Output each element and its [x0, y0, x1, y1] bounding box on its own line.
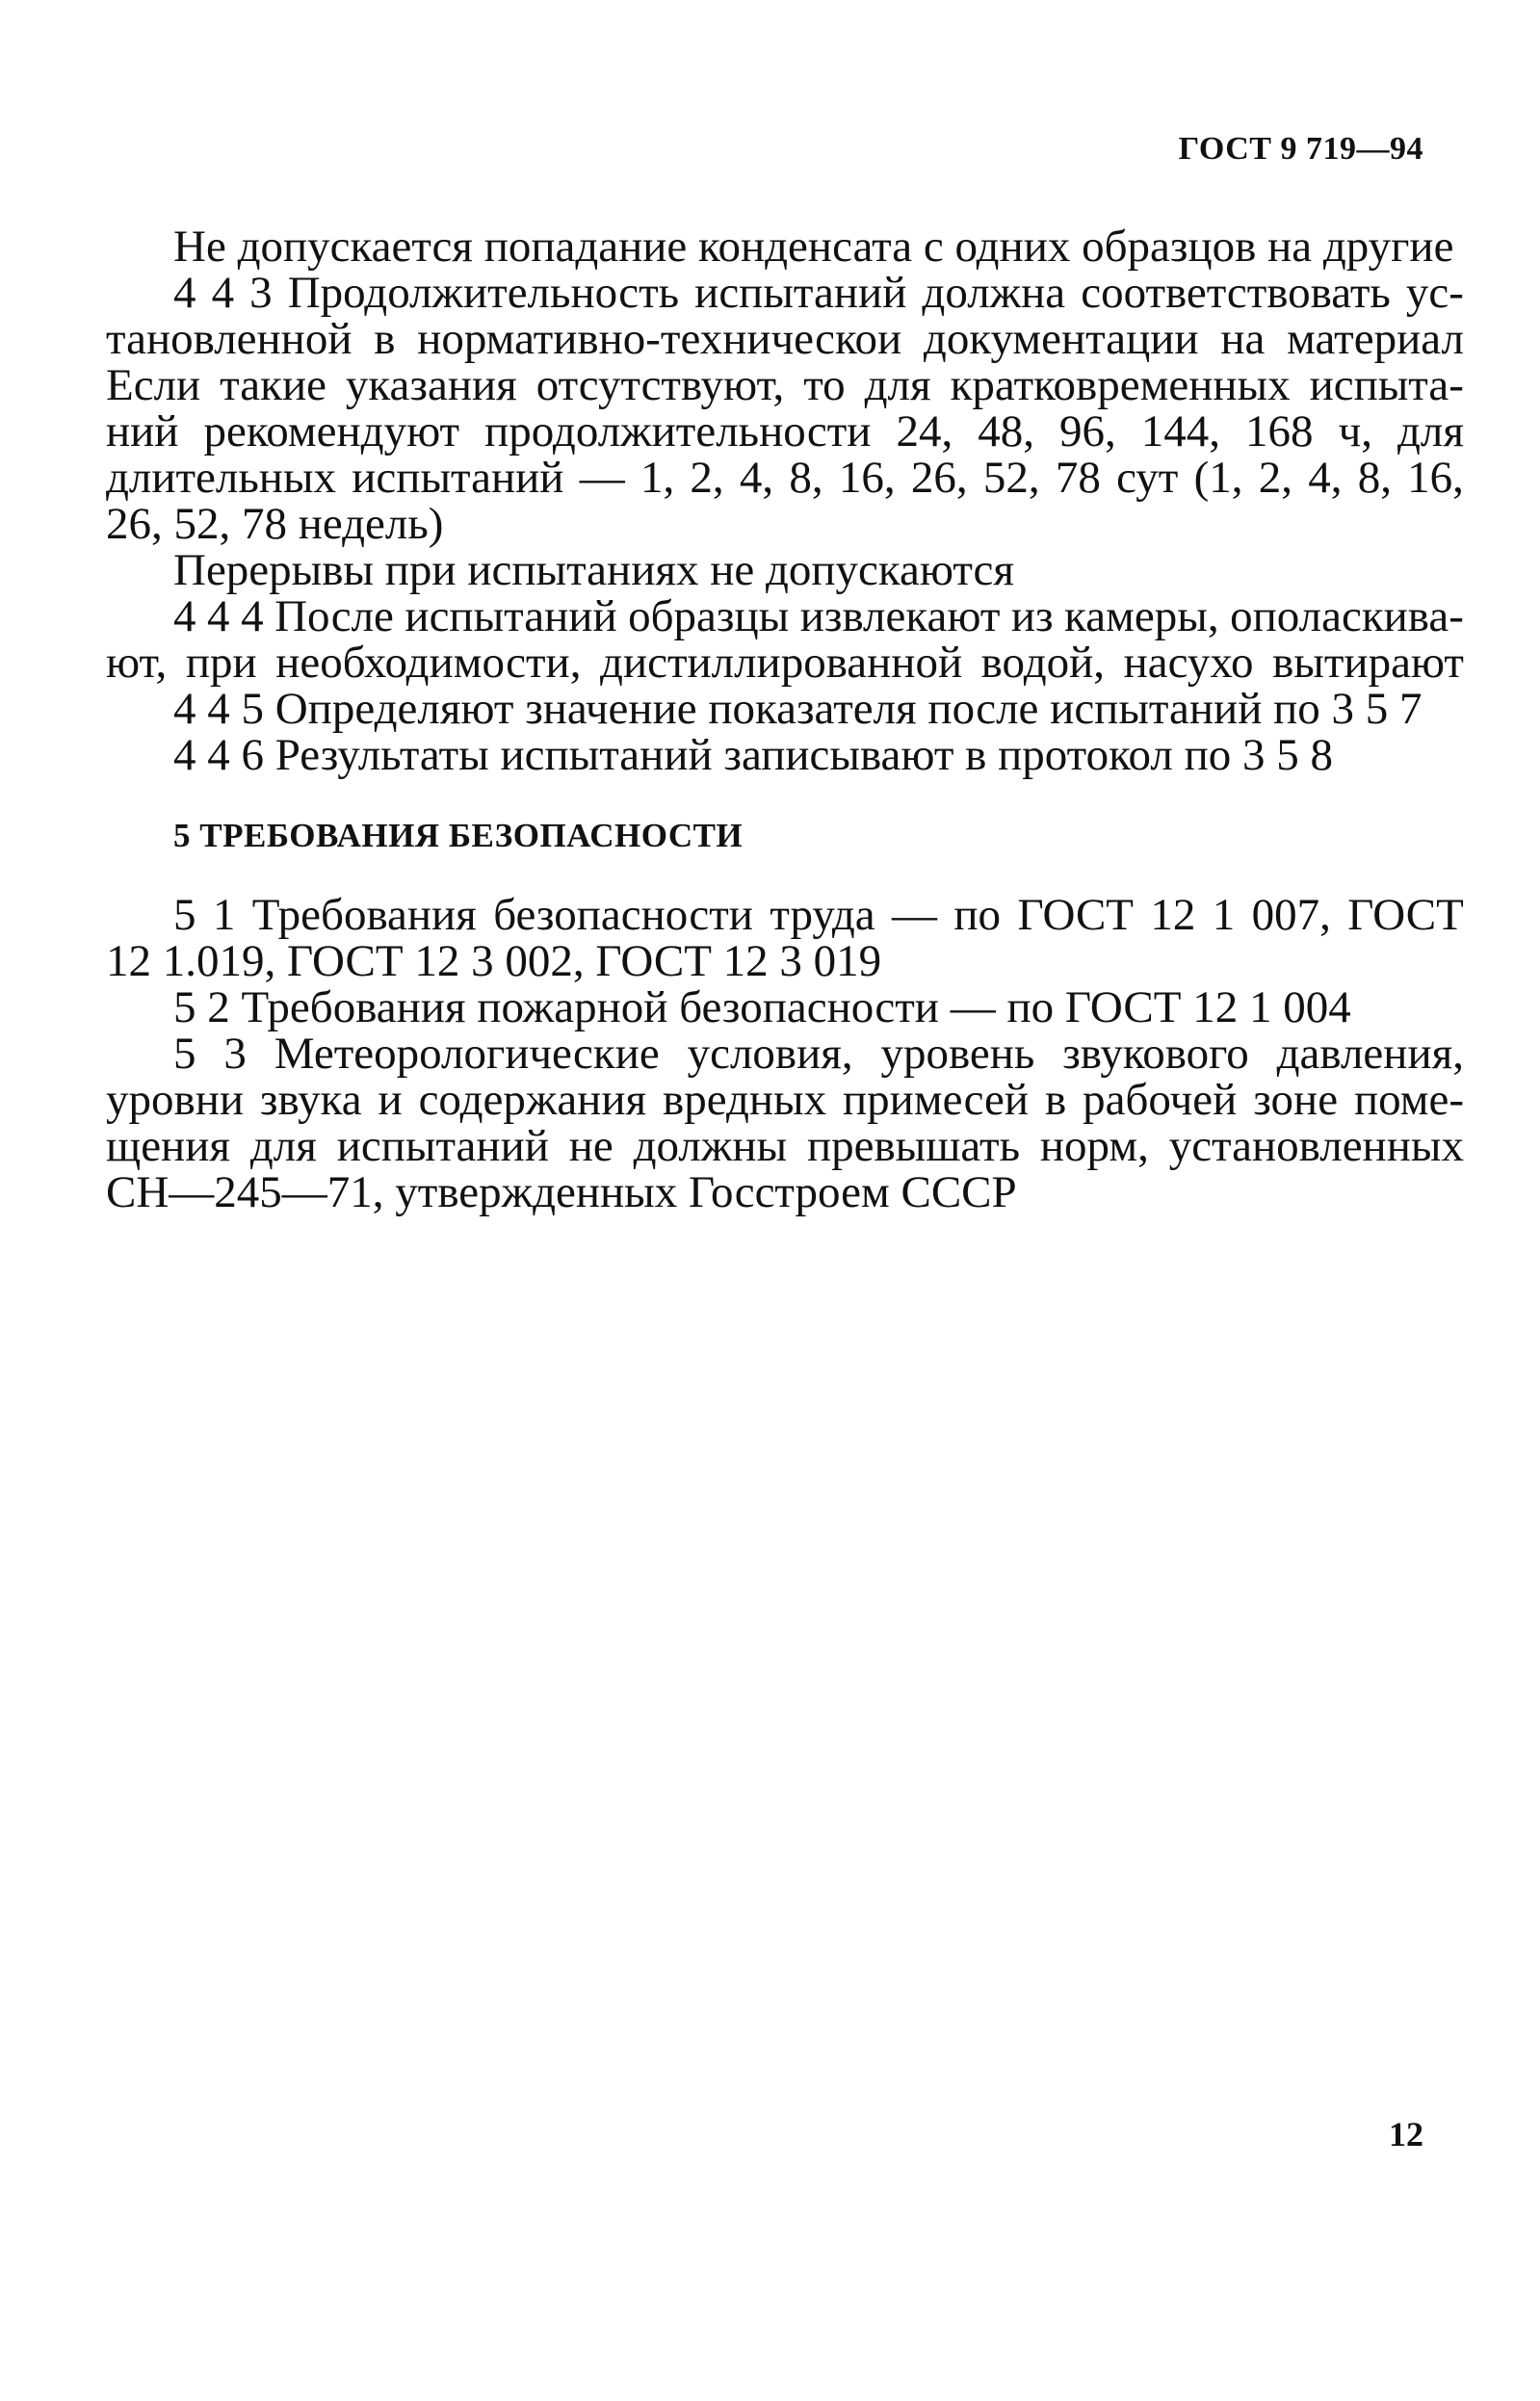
text-line: 5 2 Требования пожарной безопасности — по ГОСТ 12 1 004 [173, 982, 1351, 1032]
text-line: Не допускается попадание конденсата с одних образцов на другие [173, 222, 1454, 272]
text-line: 4 4 5 Определяют значение показателя после испытаний по 3 5 7 [173, 684, 1423, 734]
text-line: 5 1 Требования безопасности труда — по ГОСТ 12 1 007, ГОСТ [173, 890, 1464, 940]
text-block-after [106, 892, 1464, 1215]
text-line: СН—245—71, утвержденных Госстроем СССР [106, 1167, 1017, 1217]
text-line: Перерывы при испытаниях не допускаются [173, 545, 1014, 595]
text-line: 4 4 3 Продолжительность испытаний должна соответствовать ус- [173, 268, 1464, 318]
text-line: 4 4 4 После испытаний образцы извлекают из камеры, ополаскива- [173, 591, 1464, 641]
page-number: 12 [1389, 2115, 1423, 2153]
text-line: тановленной в нормативно-техническои документации на материал [106, 314, 1464, 364]
document-header: ГОСТ 9 719—94 [1178, 131, 1423, 167]
text-line: ний рекомендуют продолжительности 24, 48, 96, 144, 168 ч, для [106, 406, 1464, 457]
text-line: 26, 52, 78 недель) [106, 499, 444, 549]
text-line: 4 4 6 Результаты испытаний записывают в протокол по 3 5 8 [173, 730, 1334, 780]
text-line: 12 1.019, ГОСТ 12 3 002, ГОСТ 12 3 019 [106, 936, 882, 986]
document-body [106, 223, 1464, 1215]
text-line: длительных испытаний — 1, 2, 4, 8, 16, 26, 52, 78 сут (1, 2, 4, 8, 16, [106, 453, 1464, 503]
text-block-before [106, 223, 1464, 778]
text-line: щения для испытаний не должны превышать норм, установленных [106, 1121, 1464, 1171]
text-line: ют, при необходимости, дистиллированной водой, насухо вытирают [106, 638, 1464, 688]
text-line: уровни звука и содержания вредных примесей в рабочей зоне поме- [106, 1075, 1464, 1125]
text-line: Если такие указания отсутствуют, то для кратковременных испыта- [106, 360, 1464, 410]
section-title: 5 ТРЕБОВАНИЯ БЕЗОПАСНОСТИ [173, 817, 744, 854]
text-line: 5 3 Метеорологические условия, уровень звукового давления, [173, 1029, 1464, 1079]
